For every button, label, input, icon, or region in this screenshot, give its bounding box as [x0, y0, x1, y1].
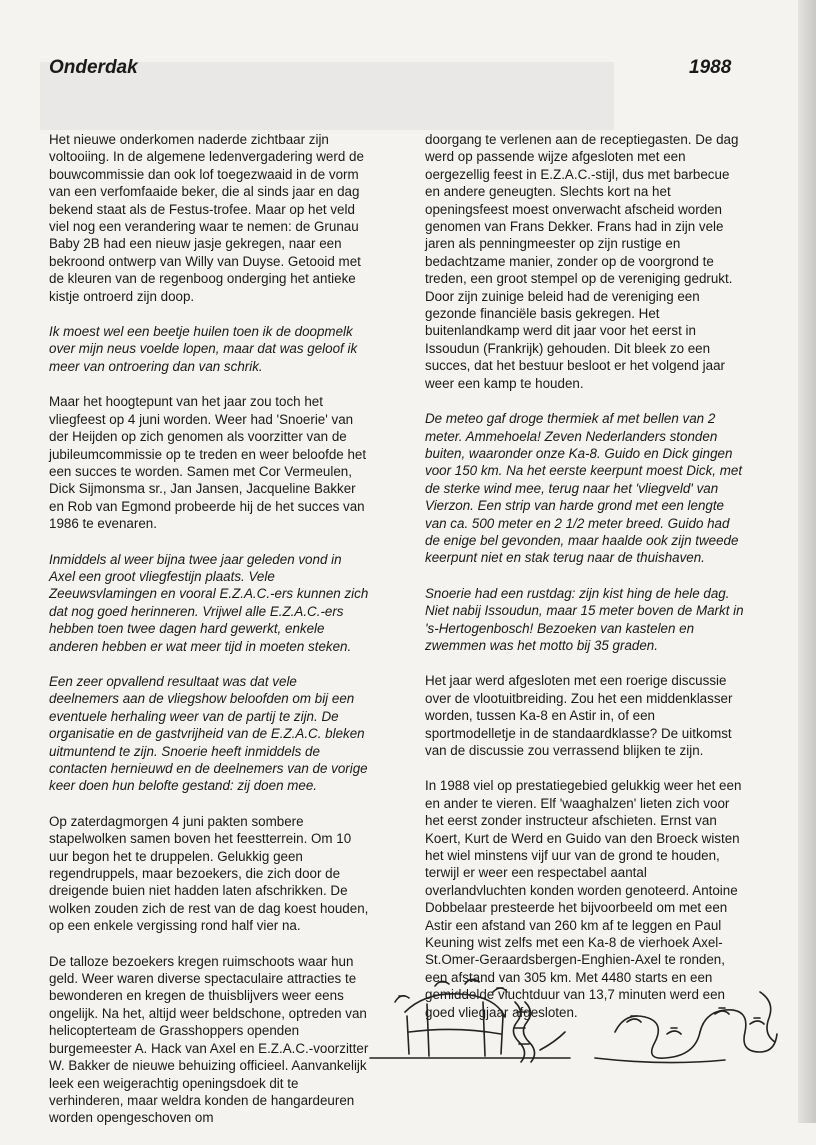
quote-paragraph: De meteo gaf droge thermiek af met bellen van 2 meter. Ammehoela! Zeven Nederlanders stonden buiten, waaronder onze Ka-8. Guido en Dick gingen voor 150 km. Na het eerste keerpunt moest Dick, met de sterke wind mee, terug naar het 'vliegveld' van Vierzon. Een strip van harde grond met een lengte van ca. 500 meter en 2 1/2 meter breed. Guido had de enige bel gevonden, maar haalde ook zijn tweede keerpunt niet en stak terug naar de thuishaven. — [425, 411, 743, 566]
paragraph: doorgang te verlenen aan de receptiegasten. De dag werd op passende wijze afgesloten met een oergezellig feest in E.Z.A.C.-stijl, dus met barbecue en andere geneugten. Slechts kort na het openingsfeest moest onverwacht afscheid worden genomen van Frans Dekker. Frans had in zijn vele jaren als penningmeester op zijn rustige en bedachtzame manier, zonder op de voorgrond te treden, een groot stempel op de vereniging gedrukt. Door zijn zuinige beleid had de vereniging een gezonde financiële basis gekregen. Het buitenlandkamp werd dit jaar voor het eerst in Issoudun (Frankrijk) gehouden. Dit bleek zo een succes, dat het bestuur besloot er het volgend jaar weer een kamp te houden. — [425, 132, 739, 391]
cartoon-drawing — [365, 972, 785, 1070]
quote-paragraph: Een zeer opvallend resultaat was dat vele deelnemers aan de vliegshow beloofden om bij een eventuele herhaling weer van de partij te zijn. De organisatie en de gastvrijheid van de E.Z.A.C. bleken uitmuntend te zijn. Snoerie heeft inmiddels de contacten hernieuwd en de deelnemers van de vorige keer doen hun belofte gestand: zij doen mee. — [49, 673, 368, 794]
paragraph: Maar het hoogtepunt van het jaar zou toch het vliegfeest op 4 juni worden. Weer had 'Snoerie' van der Heijden op zich genomen als voorzitter van de jubileumcommissie op te treden en weer beloofde het een succes te worden. Samen met Cor Vermeulen, Dick Sijmonsma sr., Jan Jansen, Jacqueline Bakker en Rob van Egmond probeerde hij de het succes van 1986 te evenaren. — [49, 394, 367, 532]
quote-paragraph: Snoerie had een rustdag: zijn kist hing de hele dag. Niet nabij Issoudun, maar 15 meter boven de Markt in 's-Hertogenbosch! Bezoeken van kastelen en zwemmen was het motto bij 35 graden. — [425, 585, 744, 653]
page-title: Onderdak — [49, 57, 138, 78]
paragraph: Op zaterdagmorgen 4 juni pakten sombere stapelwolken samen boven het feestterrein. Om 10 uur begon het te druppelen. Gelukkig geen regendruppels, maar bezoekers, die zich door de dreigende buien niet hadden laten afschrikken. De wolken zouden zich de rest van de dag koest houden, op een enkele vergissing rond half vier na. — [49, 813, 369, 934]
right-column — [425, 131, 747, 1039]
gliders-sketch-icon — [365, 972, 785, 1070]
left-column — [49, 131, 369, 1145]
page-year: 1988 — [689, 57, 732, 78]
paragraph: Het jaar werd afgesloten met een roerige discussie over de vlootuitbreiding. Zou het een middenklasser worden, tussen Ka-8 en Astir in, of een sportmodelletje in de standaardklasse? De uitkomst van de discussie zou verrassend blijken te zijn. — [425, 673, 733, 758]
page-binding-edge — [798, 0, 816, 1123]
quote-paragraph: Inmiddels al weer bijna twee jaar geleden vond in Axel een groot vliegfestijn plaats. Vele Zeeuwsvlamingen en vooral E.Z.A.C.-ers kunnen zich dat nog goed herinneren. Vrijwel alle E.Z.A.C.-ers hebben toen twee dagen hard gewerkt, enkele anderen hebben er wat meer tijd in moeten steken. — [49, 551, 369, 654]
paragraph: Het nieuwe onderkomen naderde zichtbaar zijn voltooiing. In de algemene ledenvergadering werd de bouwcommissie dan ook lof toegezwaaid in de vorm van een verfomfaaide beker, die al sinds jaar en dag bekend staat als de Festus-trofee. Maar op het veld viel nog een verandering waar te nemen: de Grunau Baby 2B had een nieuw jasje gekregen, naar een bekroond ontwerp van Willy van Duyse. Getooid met de kleuren van de regenboog onderging het antieke kistje ontroerd zijn doop. — [49, 132, 364, 304]
paragraph: In 1988 viel op prestatiegebied gelukkig weer het een en ander te vieren. Elf 'waaghalzen' lieten zich voor het eerst zonder instructeur afschieten. Ernst van Koert, Kurt de Werd en Guido van den Broeck wisten het wiel minstens vijf uur van de grond te houden, terwijl er weer een respectabel aantal overlandvluchten konden worden genoteerd. Antoine Dobbelaar presteerde het bijvoorbeeld om met een Astir een afstand van 260 km af te leggen en Paul Keuning wist zelfs met een Ka-8 de vierhoek Axel-St.Omer-Geraardsbergen-Enghien-Axel te ronden, een afstand van 305 km. Met 4480 starts en een gemiddelde vluchtduur van 13,7 minuten werd een goed vliegjaar afgesloten. — [425, 778, 742, 1020]
paragraph: De talloze bezoekers kregen ruimschoots waar hun geld. Weer waren diverse spectaculaire attracties te bewonderen en kregen de thuisblijvers weer eens ongelijk. Na het, altijd weer beldschone, optreden van helicopterteam de Grasshoppers openden burgemeester A. Hack van Axel en E.Z.A.C.-voorzitter W. Bakker de nieuwe behuizing officieel. Aanvankelijk leek een weigerachtig openingsdoek dit te verhinderen, maar weldra konden de hangardeuren worden opengeschoven om — [49, 953, 369, 1126]
quote-paragraph: Ik moest wel een beetje huilen toen ik de doopmelk over mijn neus voelde lopen, maar dat was geloof ik meer van ontroering dan van schrik. — [49, 324, 358, 374]
